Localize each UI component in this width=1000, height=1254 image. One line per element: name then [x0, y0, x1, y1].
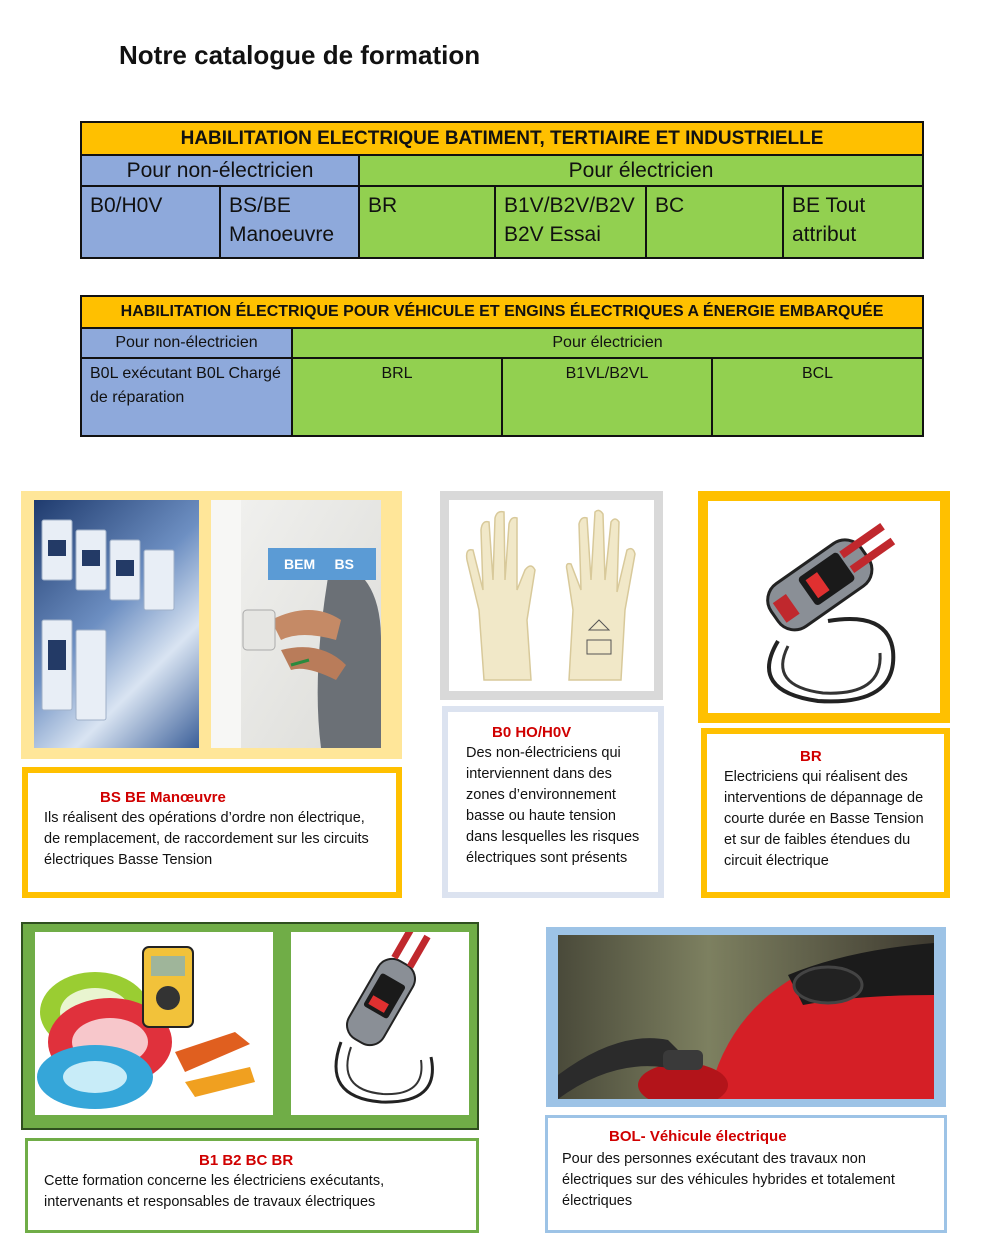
table1-cell: B0/H0V — [81, 186, 220, 258]
electric-car-charging-photo — [558, 935, 934, 1099]
bol-caption — [545, 1115, 947, 1233]
table1-cell: BC — [646, 186, 783, 258]
cables-multimeter-photo — [35, 932, 273, 1115]
table2-electricien: Pour électricien — [292, 328, 923, 358]
b1-caption-text: Cette formation concerne les électriciens exécutants, intervenants et responsables de travaux électriques — [44, 1173, 385, 1210]
table2-header: HABILITATION ÉLECTRIQUE POUR VÉHICULE ET ENGINS ÉLECTRIQUES A ÉNERGIE EMBARQUÉE — [81, 296, 923, 328]
bs-caption-text: Ils réalisent des opérations d’ordre non électrique, de remplacement, de raccordement sur les circuits électriques Basse Tension — [44, 810, 369, 868]
table1-cell: BS/BE Manoeuvre — [220, 186, 359, 258]
bs-photo-frame — [21, 491, 402, 759]
voltage-tester-image — [708, 501, 940, 713]
gloves-photo-frame — [440, 491, 663, 700]
page-title: Notre catalogue de formation — [119, 40, 481, 70]
b1-caption — [25, 1138, 479, 1233]
bem-bs-label: BEM BS — [268, 548, 376, 580]
table-habilitation-vehicule — [80, 295, 924, 437]
worker-socket-photo — [211, 500, 381, 748]
table1-header: HABILITATION ELECTRIQUE BATIMENT, TERTIAIRE ET INDUSTRIELLE — [81, 122, 923, 155]
table1-cell: B1V/B2V/B2V B2V Essai — [495, 186, 646, 258]
table1-electricien: Pour électricien — [359, 155, 923, 186]
br-caption — [701, 728, 950, 898]
bol-caption-text: Pour des personnes exécutant des travaux non électriques sur des véhicules hybrides et totalement électriques — [562, 1151, 895, 1209]
electrical-panel-photo — [34, 500, 199, 748]
bol-photo-frame — [546, 927, 946, 1107]
table2-cell: B1VL/B2VL — [502, 358, 712, 436]
tester-photo — [291, 932, 469, 1115]
insulating-gloves-image — [449, 500, 654, 691]
bs-caption — [22, 767, 402, 898]
br-photo-frame — [698, 491, 950, 723]
br-caption-title: BR — [800, 748, 822, 765]
bs-caption-title: BS BE Manœuvre — [100, 789, 226, 806]
b0-caption-title: B0 HO/H0V — [492, 724, 572, 741]
table1-cell: BE Tout attribut — [783, 186, 923, 258]
table2-cell: BRL — [292, 358, 502, 436]
b1-photo-frame — [21, 922, 479, 1130]
b1-caption-title: B1 B2 BC BR — [199, 1152, 294, 1169]
table2-cell: B0L exécutant B0L Chargé de réparation — [81, 358, 292, 436]
table1-cell: BR — [359, 186, 495, 258]
table1-non-electricien: Pour non-électricien — [81, 155, 359, 186]
table-habilitation-batiment — [80, 121, 924, 259]
br-caption-text: Electriciens qui réalisent des interventions de dépannage de courte durée en Basse Tension et sur de faibles étendues du circuit électrique — [724, 769, 924, 869]
table2-cell: BCL — [712, 358, 923, 436]
bol-caption-title: BOL- Véhicule électrique — [609, 1128, 787, 1145]
b0-caption-text: Des non-électriciens qui interviennent dans des zones d’environnement basse ou haute tension dans lesquelles les risques électriques sont présents — [466, 745, 640, 866]
table2-non-electricien: Pour non-électricien — [81, 328, 292, 358]
b0-caption — [442, 706, 664, 898]
